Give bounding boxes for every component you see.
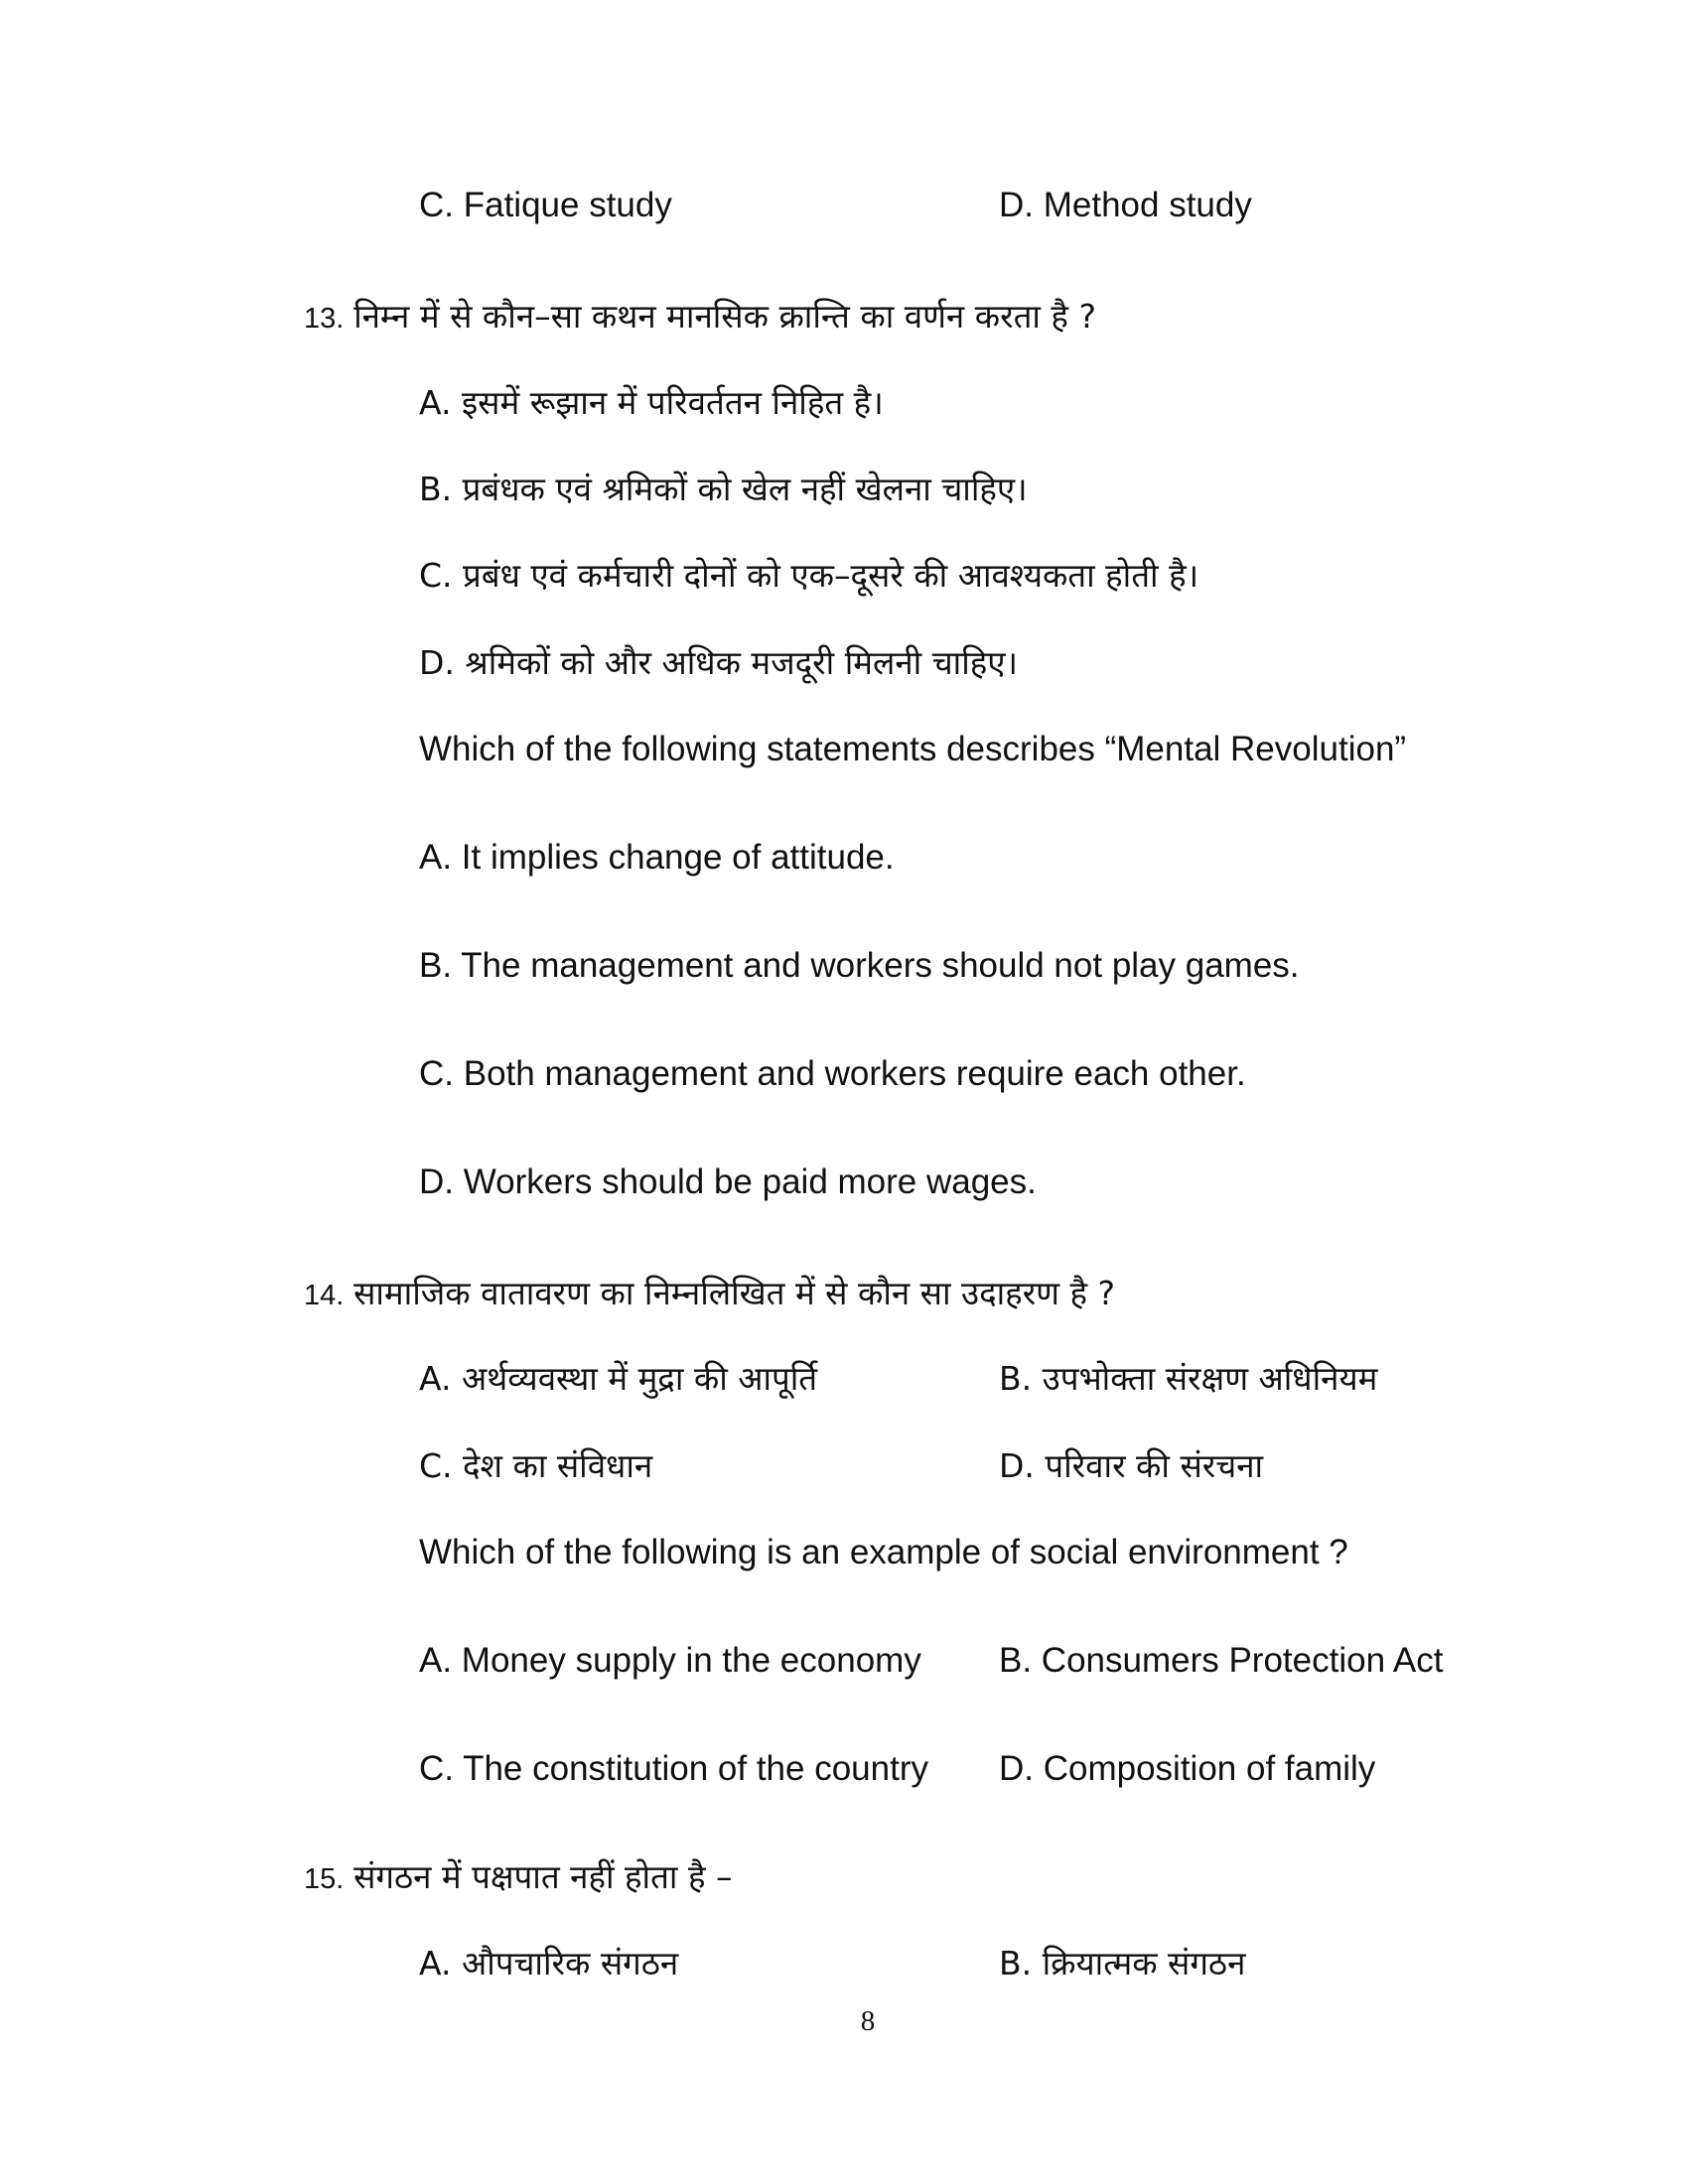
q14-hindi-option-b: B. उपभोक्ता संरक्षण अधिनियम: [999, 1359, 1378, 1398]
q13-english-option-c: C. Both management and workers require each other.: [419, 1054, 1246, 1093]
q14-number: 14.: [304, 1280, 345, 1311]
q15-hindi-question: [304, 1856, 732, 1898]
q15-number: 15.: [304, 1863, 345, 1895]
q13-english-option-b: B. The management and workers should not play games.: [419, 946, 1300, 985]
q13-hindi-option-a: A. इसमें रूझान में परिवर्ततन निहित है।: [419, 383, 884, 422]
q14-english-question: Which of the following is an example of social environment ?: [419, 1533, 1348, 1571]
q14-hindi-option-d: D. परिवार की संरचना: [999, 1446, 1264, 1485]
q13-hindi-question: [304, 296, 1096, 338]
q14-hindi-question-text: सामाजिक वातावरण का निम्नलिखित में से कौन सा उदाहरण है ?: [353, 1274, 1116, 1312]
q15-hindi-question-text: संगठन में पक्षपात नहीं होता है –: [353, 1857, 733, 1896]
q14-english-option-c: C. The constitution of the country: [419, 1749, 928, 1788]
q15-hindi-option-a: A. औपचारिक संगठन: [419, 1944, 679, 1982]
q13-english-question: Which of the following statements describes “Mental Revolution”: [419, 730, 1407, 768]
q14-hindi-option-a: A. अर्थव्यवस्था में मुद्रा की आपूर्ति: [419, 1359, 818, 1398]
q15-hindi-option-b: B. क्रियात्मक संगठन: [999, 1944, 1246, 1982]
q13-hindi-question-text: निम्न में से कौन–सा कथन मानसिक क्रान्ति का वर्णन करता है ?: [353, 297, 1096, 336]
q12-option-d: D. Method study: [999, 186, 1252, 224]
q13-hindi-option-b: B. प्रबंधक एवं श्रमिकों को खेल नहीं खेलना चाहिए।: [419, 470, 1028, 508]
q13-hindi-option-c: C. प्रबंध एवं कर्मचारी दोनों को एक–दूसरे की आवश्यकता होती है।: [419, 556, 1199, 595]
page-number: 8: [860, 2005, 876, 2037]
q13-english-option-a: A. It implies change of attitude.: [419, 838, 895, 877]
q14-english-option-a: A. Money supply in the economy: [419, 1641, 921, 1680]
q12-option-c: C. Fatique study: [419, 186, 672, 224]
q13-number: 13.: [304, 303, 345, 335]
q14-hindi-option-c: C. देश का संविधान: [419, 1446, 653, 1485]
q14-english-option-b: B. Consumers Protection Act: [999, 1641, 1444, 1680]
q14-hindi-question: [304, 1273, 1115, 1314]
q13-english-option-d: D. Workers should be paid more wages.: [419, 1162, 1037, 1201]
q14-english-option-d: D. Composition of family: [999, 1749, 1376, 1788]
q13-hindi-option-d: D. श्रमिकों को और अधिक मजदूरी मिलनी चाहिए।: [419, 643, 1019, 682]
